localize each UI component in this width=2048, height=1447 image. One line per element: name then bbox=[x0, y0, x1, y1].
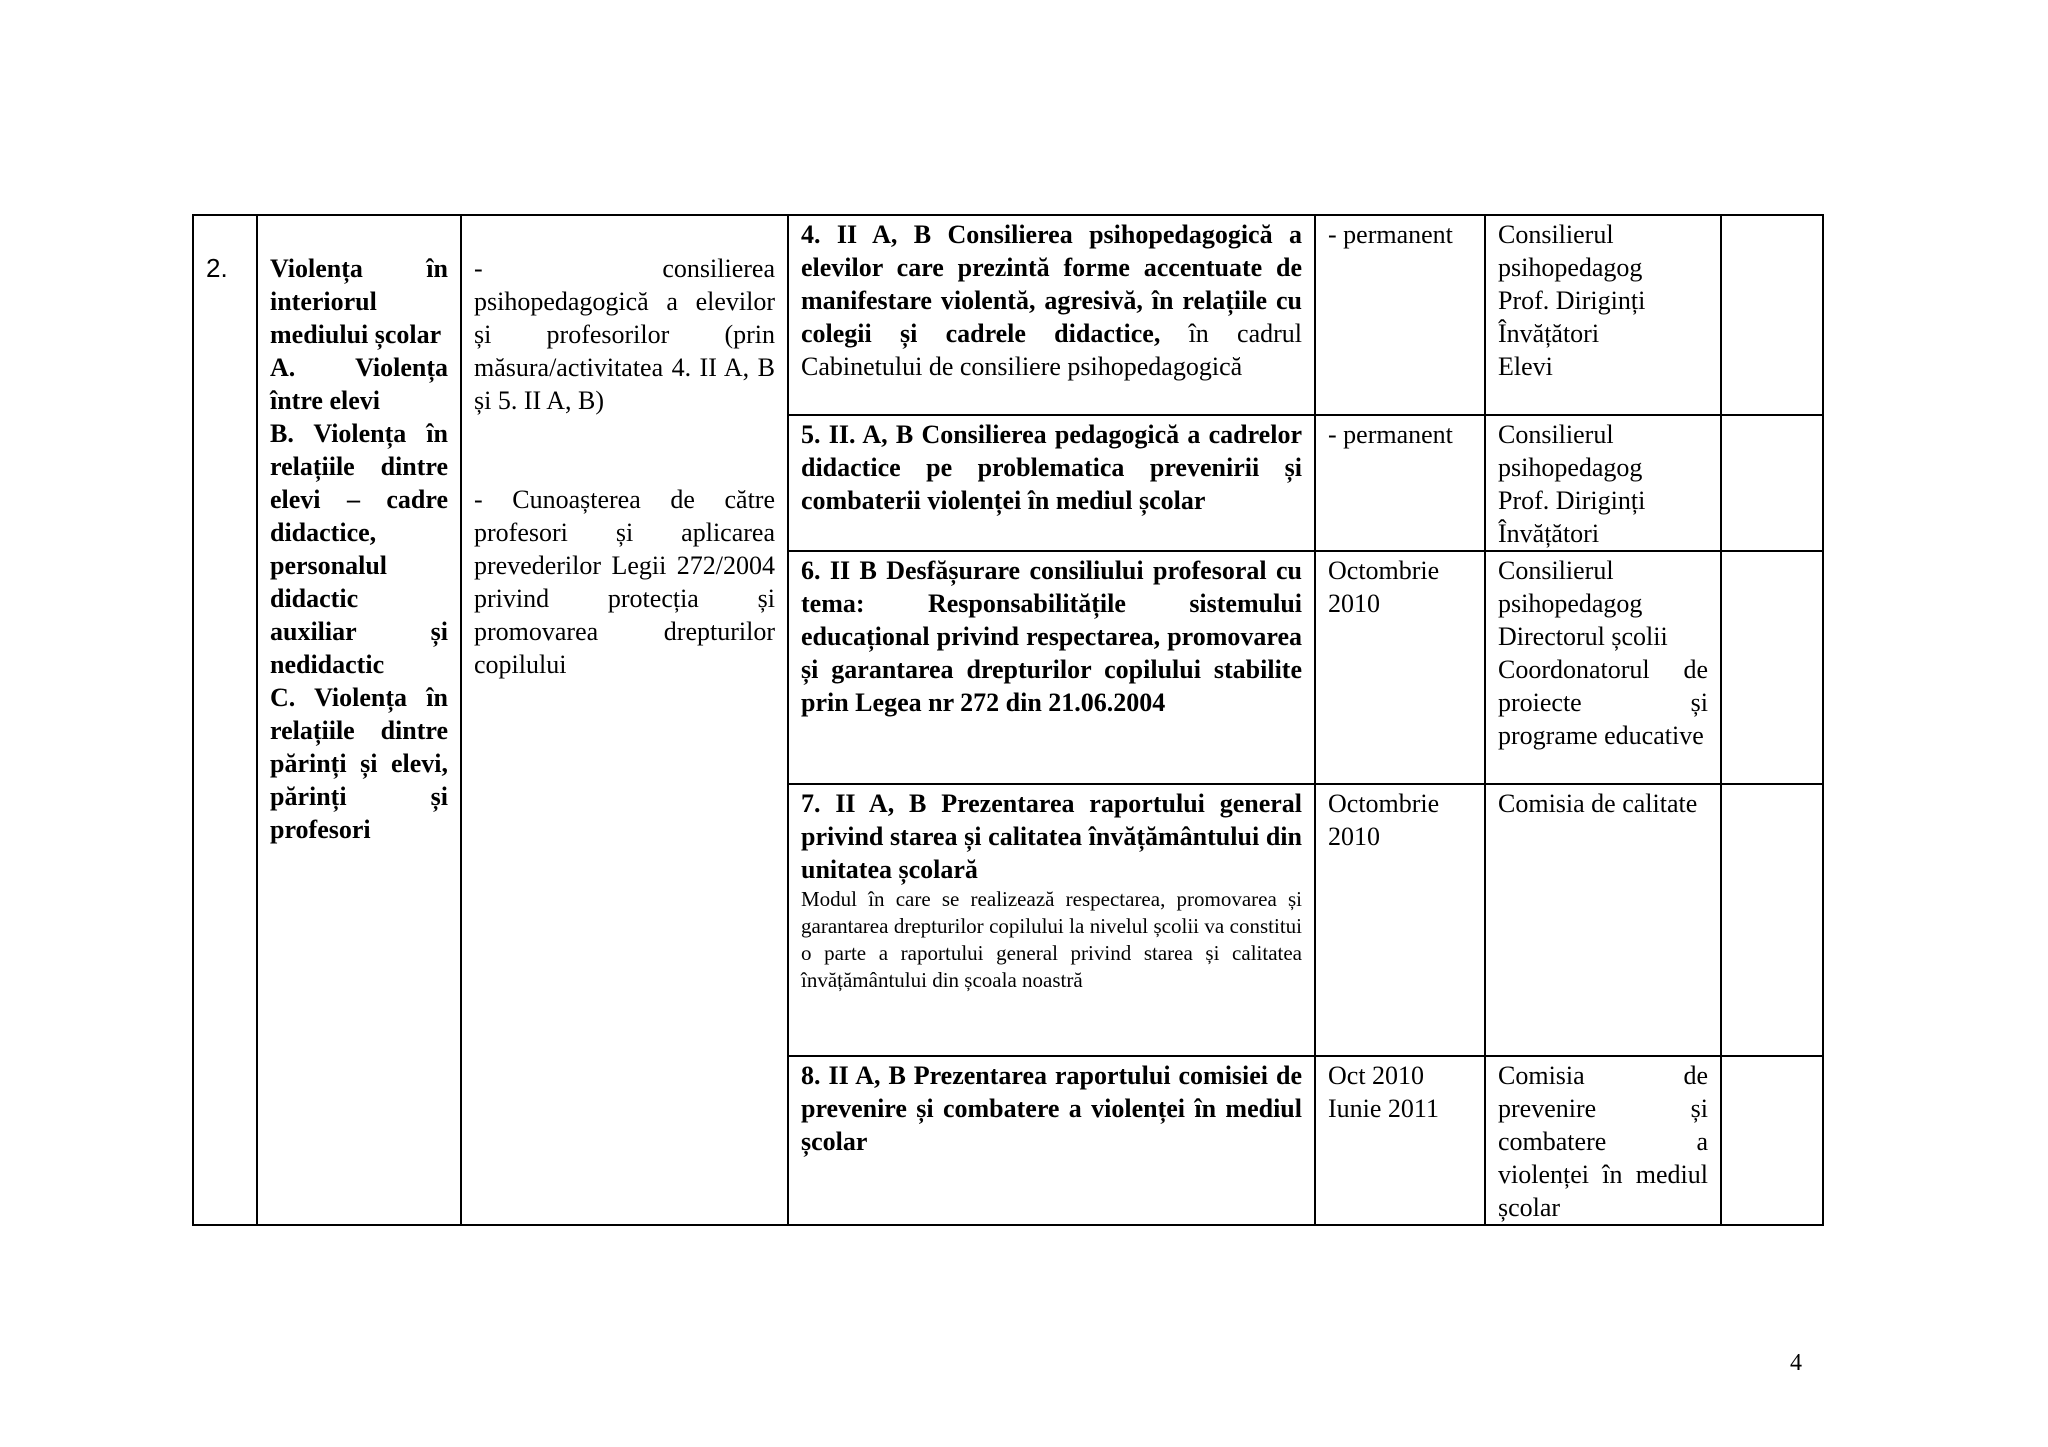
objectives-cell bbox=[461, 215, 788, 1225]
activity-5-responsible: Consilierul psihopedagog Prof. Diriginți Învățători bbox=[1485, 415, 1721, 551]
activity-8-notes bbox=[1721, 1056, 1823, 1225]
activity-6-term: Octombrie 2010 bbox=[1315, 551, 1485, 784]
activity-5-term: - permanent bbox=[1315, 415, 1485, 551]
activity-7-title: 7. II A, B Prezentarea raportului general privind starea și calitatea învățământului din unitatea școlară bbox=[801, 789, 1302, 884]
activity-7-notes bbox=[1721, 784, 1823, 1056]
objective-law-knowledge: - Cunoașterea de către profesori și aplicarea prevederilor Legii 272/2004 privind protecția și promovarea drepturilor copilului bbox=[474, 485, 775, 679]
activity-4-responsible: Consilierul psihopedagog Prof. Diriginți Învățători Elevi bbox=[1485, 215, 1721, 415]
violence-domain-cell: Violența în interiorul mediului școlar A. Violența între elevi B. Violența în relațiile dintre elevi – cadre didactice, personalul didactic auxiliar și nedidactic C. Violența în relațiile dintre părinți și elevi, părinți și profesori bbox=[257, 215, 461, 1225]
activity-7-responsible: Comisia de calitate bbox=[1485, 784, 1721, 1056]
activity-8-term: Oct 2010 Iunie 2011 bbox=[1315, 1056, 1485, 1225]
activity-5-title: 5. II. A, B Consilierea pedagogică a cadrelor didactice pe problematica prevenirii și combaterii violenței în mediul școlar bbox=[788, 415, 1315, 551]
activity-6-responsible: Consilierul psihopedagog Directorul școlii Coordonatorul de proiecte și programe educative bbox=[1485, 551, 1721, 784]
activity-4-term: - permanent bbox=[1315, 215, 1485, 415]
page-number: 4 bbox=[1790, 1350, 1802, 1376]
activity-6-title: 6. II B Desfășurare consiliului profesoral cu tema: Responsabilitățile sistemului educațional privind respectarea, promovarea și garantarea drepturilor copilului stabilite prin Legea nr 272 din 21.06.2004 bbox=[788, 551, 1315, 784]
activity-plan-table bbox=[192, 214, 1824, 1226]
activity-4-title: 4. II A, B Consilierea psihopedagogică a elevilor care prezintă forme accentuate de manifestare violentă, agresivă, în relațiile cu colegii și cadrele didactice, bbox=[801, 220, 1302, 348]
activity-8-responsible: Comisia de prevenire și combatere a violenței în mediul școlar bbox=[1485, 1056, 1721, 1225]
row-number: 2. bbox=[193, 215, 257, 1225]
objective-counseling: - consilierea psihopedagogică a elevilor și profesorilor (prin măsura/activitatea 4. II A, B și 5. II A, B) bbox=[474, 254, 775, 415]
activity-4-cell bbox=[788, 215, 1315, 415]
activity-5-notes bbox=[1721, 415, 1823, 551]
activity-7-description: Modul în care se realizează respectarea, promovarea și garantarea drepturilor copilului la nivelul școlii va constitui o parte a raportului general privind starea și calitatea învățământului din școala noastră bbox=[801, 887, 1302, 992]
activity-8-title: 8. II A, B Prezentarea raportului comisiei de prevenire și combatere a violenței în mediul școlar bbox=[788, 1056, 1315, 1225]
table-row bbox=[193, 215, 1823, 415]
activity-7-cell bbox=[788, 784, 1315, 1056]
activity-4-notes bbox=[1721, 215, 1823, 415]
activity-4-rest: în cadrul Cabinetului de consiliere psihopedagogică bbox=[801, 319, 1302, 381]
activity-6-notes bbox=[1721, 551, 1823, 784]
activity-7-term: Octombrie 2010 bbox=[1315, 784, 1485, 1056]
